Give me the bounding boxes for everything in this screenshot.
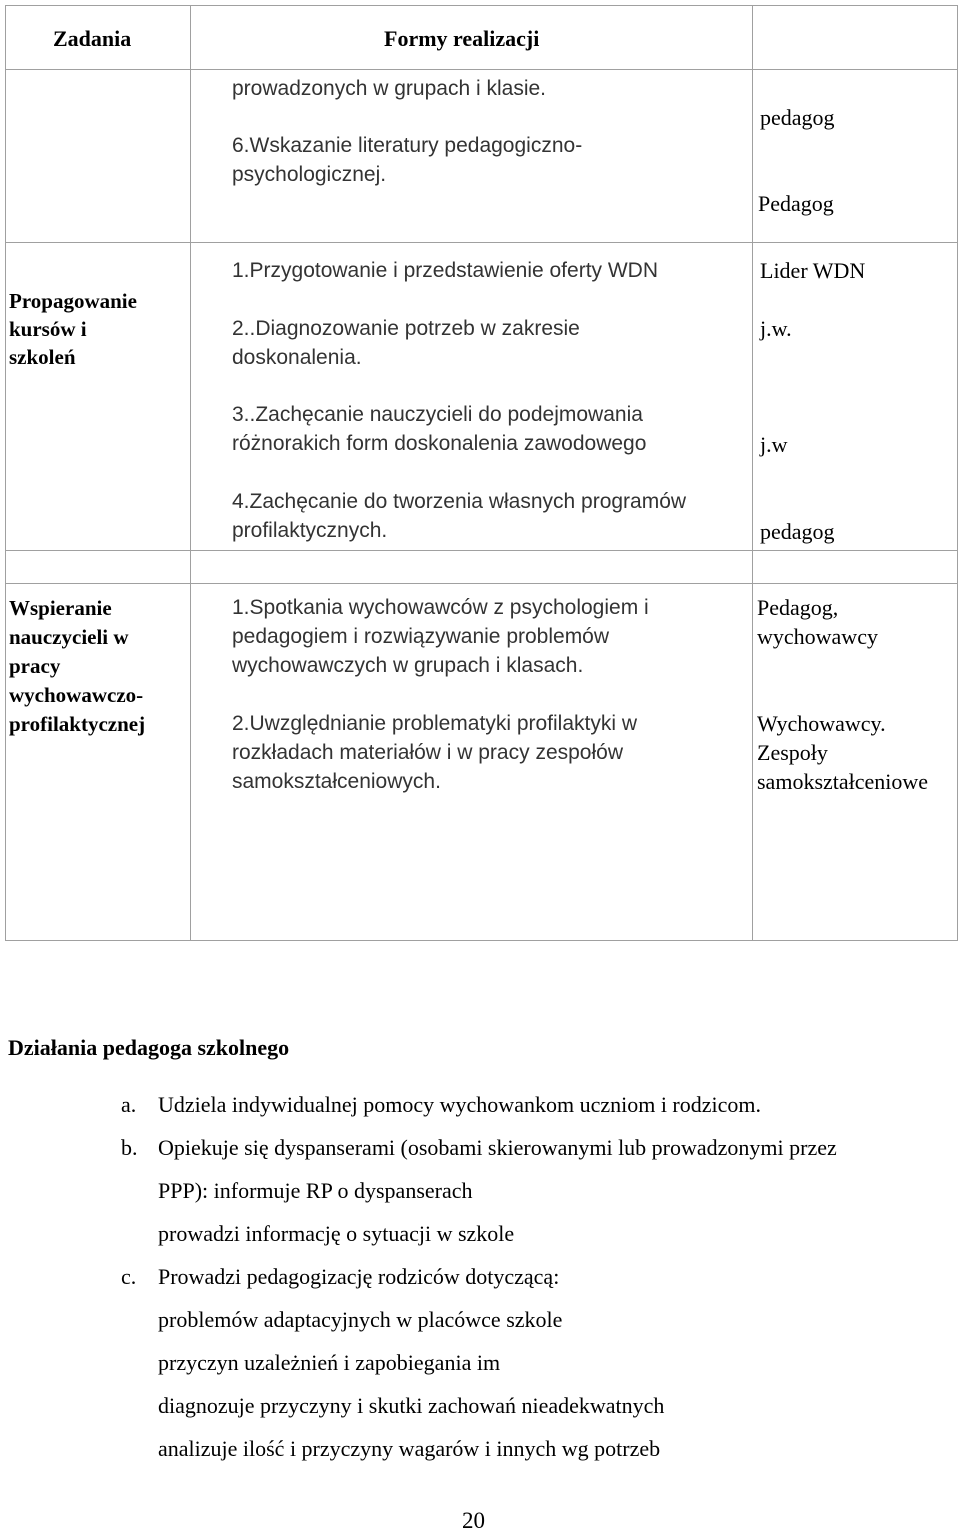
forms-line: profilaktycznych. <box>232 519 388 542</box>
list-item: PPP): informuje RP o dyspanserach <box>158 1178 473 1203</box>
forms-line: 3..Zachęcanie nauczycieli do podejmowania <box>232 403 643 426</box>
table-row-divider <box>5 550 958 551</box>
task-name: szkoleń <box>9 345 76 369</box>
header-forms: Formy realizacji <box>384 26 540 51</box>
forms-line: prowadzonych w grupach i klasie. <box>232 77 546 100</box>
responsible-entry: Wychowawcy. <box>757 711 886 736</box>
table-column-divider <box>190 5 191 940</box>
table-border-bottom <box>5 940 958 941</box>
list-item: prowadzi informację o sytuacji w szkole <box>158 1221 515 1246</box>
header-tasks: Zadania <box>53 26 132 51</box>
responsible-entry: Pedagog, <box>757 595 839 620</box>
list-item: problemów adaptacyjnych w placówce szkole <box>158 1307 563 1332</box>
forms-line: doskonalenia. <box>232 346 362 369</box>
list-item: Opiekuje się dyspanserami (osobami skierowanymi lub prowadzonymi przez <box>158 1135 837 1160</box>
responsible-entry: Lider WDN <box>760 258 866 283</box>
list-item: Udziela indywidualnej pomocy wychowankom uczniom i rodzicom. <box>158 1092 762 1117</box>
table-row-divider <box>5 242 958 243</box>
task-name: Propagowanie <box>9 289 137 313</box>
list-item: analizuje ilość i przyczyny wagarów i innych wg potrzeb <box>158 1436 661 1461</box>
forms-line: pedagogiem i rozwiązywanie problemów <box>232 625 610 648</box>
forms-line: wychowawczych w grupach i klasach. <box>232 654 584 677</box>
list-item: przyczyn uzależnień i zapobiegania im <box>158 1350 501 1375</box>
forms-line: 6.Wskazanie literatury pedagogiczno- <box>232 134 583 157</box>
forms-line: różnorakich form doskonalenia zawodowego <box>232 432 647 455</box>
forms-line: 4.Zachęcanie do tworzenia własnych programów <box>232 490 687 513</box>
task-name: profilaktycznej <box>9 712 146 736</box>
task-name: wychowawczo- <box>9 683 144 707</box>
forms-line: samokształceniowych. <box>232 770 441 793</box>
table-column-divider <box>752 5 753 940</box>
table-row-divider <box>5 583 958 584</box>
list-marker: b. <box>121 1135 138 1160</box>
list-item: diagnozuje przyczyny i skutki zachowań nieadekwatnych <box>158 1393 665 1418</box>
forms-line: 1.Przygotowanie i przedstawienie oferty WDN <box>232 259 659 282</box>
responsible-entry: samokształceniowe <box>757 769 929 794</box>
page-number: 20 <box>462 1508 485 1533</box>
table-border-left <box>5 5 6 940</box>
list-marker: c. <box>121 1264 137 1289</box>
forms-line: 2.Uwzględnianie problematyki profilaktyki w <box>232 712 638 735</box>
responsible-entry: Pedagog <box>758 191 834 216</box>
responsible-entry: pedagog <box>760 105 835 130</box>
responsible-entry: j.w <box>760 432 788 457</box>
responsible-entry: wychowawcy <box>757 624 878 649</box>
forms-line: rozkładach materiałów i w pracy zespołów <box>232 741 623 764</box>
responsible-entry: pedagog <box>760 519 835 544</box>
task-name: pracy <box>9 654 61 678</box>
table-border-right <box>957 5 958 940</box>
task-name: Wspieranie <box>9 596 112 620</box>
table-border-top <box>5 5 958 6</box>
list-item: Prowadzi pedagogizację rodziców dotyczącą: <box>158 1264 560 1289</box>
forms-line: 2..Diagnozowanie potrzeb w zakresie <box>232 317 580 340</box>
list-marker: a. <box>121 1092 137 1117</box>
section-title: Działania pedagoga szkolnego <box>8 1035 290 1060</box>
responsible-entry: j.w. <box>760 316 792 341</box>
task-name: nauczycieli w <box>9 625 129 649</box>
task-name: kursów i <box>9 317 87 341</box>
forms-line: 1.Spotkania wychowawców z psychologiem i <box>232 596 649 619</box>
responsible-entry: Zespoły <box>757 740 828 765</box>
forms-line: psychologicznej. <box>232 163 387 186</box>
table-header-divider <box>5 69 958 70</box>
